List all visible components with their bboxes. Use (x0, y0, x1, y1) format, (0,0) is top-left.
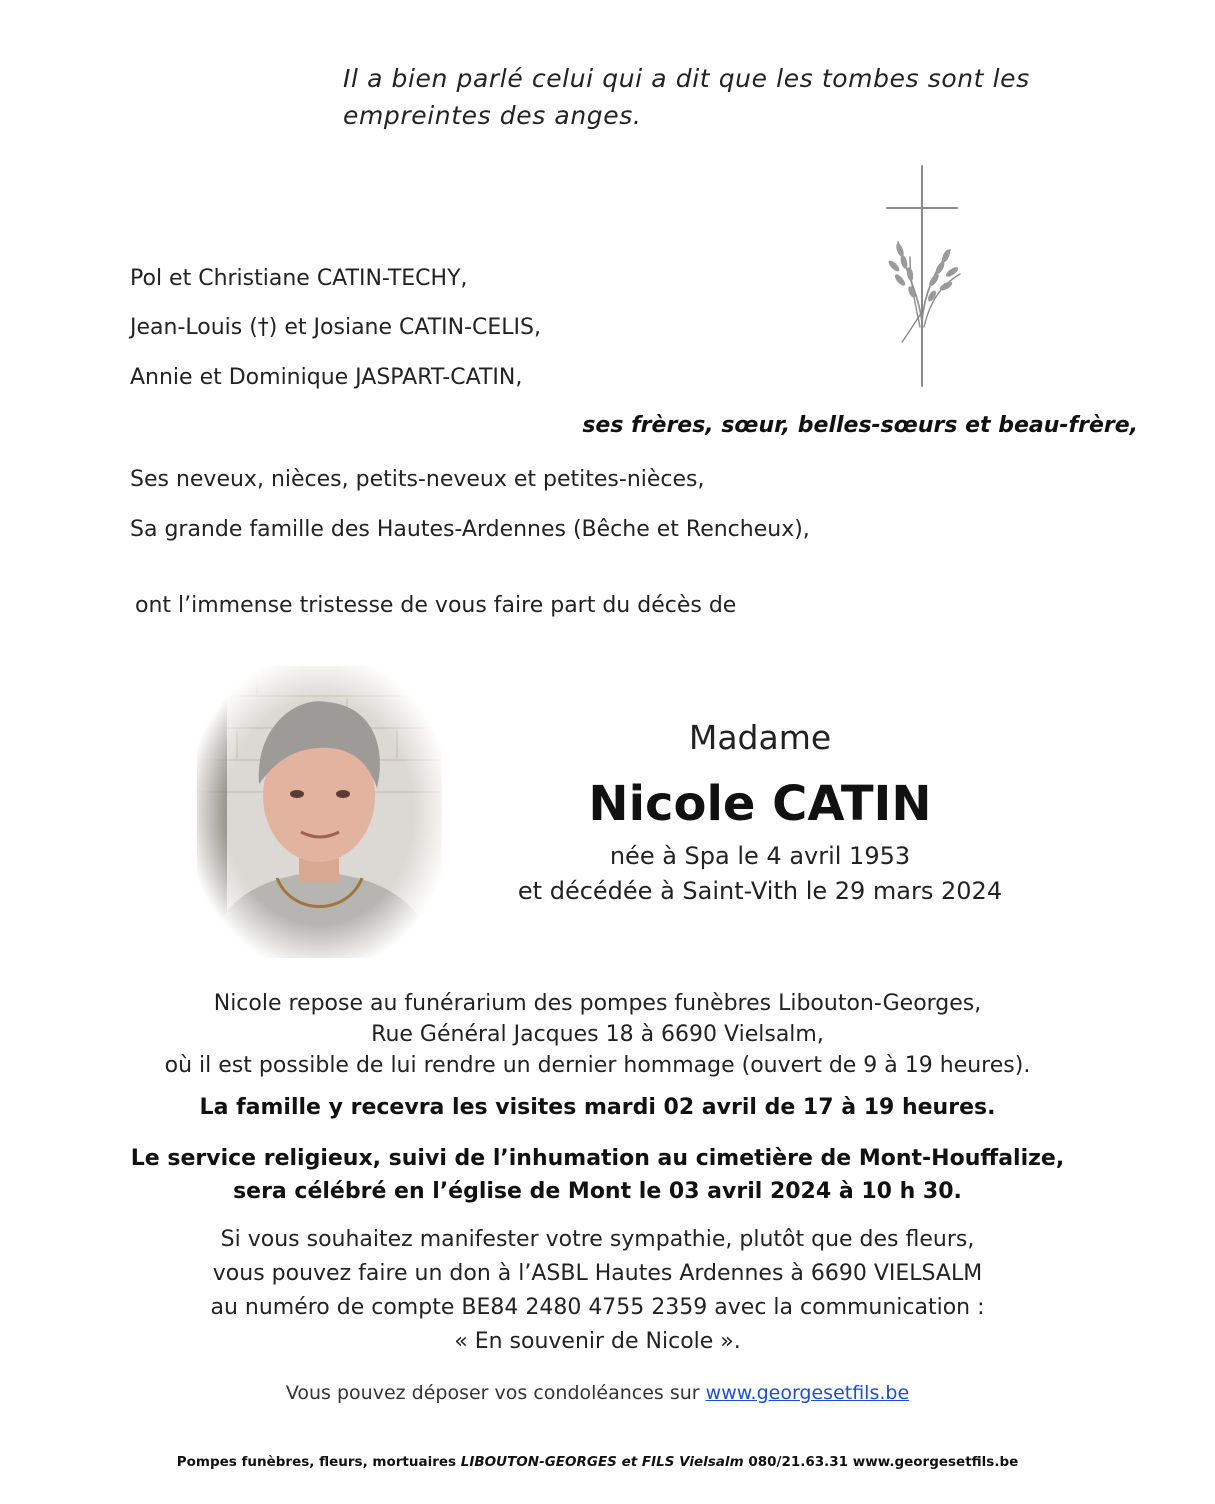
donation-line-1: Si vous souhaitez manifester votre sympathie, plutôt que des fleurs, (220, 1227, 975, 1252)
service-line-1: Le service religieux, suivi de l’inhumation au cimetière de Mont-Houffalize, (130, 1146, 1065, 1171)
deceased-title: Madame (688, 718, 832, 757)
service-info (80, 1142, 1115, 1208)
repose-info (80, 988, 1115, 1081)
cross-wheat-icon (880, 162, 970, 390)
service-line-2: sera célébré en l’église de Mont le 03 avril 2024 à 10 h 30. (233, 1179, 962, 1204)
donation-line-4: « En souvenir de Nicole ». (454, 1329, 741, 1354)
announcement-intro: ont l’immense tristesse de vous faire part du décès de (135, 593, 737, 618)
repose-line-1: Nicole repose au funérarium des pompes funèbres Libouton-Georges, (213, 991, 982, 1016)
family-line-3: Annie et Dominique JASPART-CATIN, (130, 365, 523, 390)
portrait-photo (197, 666, 442, 958)
repose-line-3: où il est possible de lui rendre un dernier hommage (ouvert de 9 à 19 heures). (164, 1053, 1031, 1078)
quote-line-1: Il a bien parlé celui qui a dit que les tombes sont les (343, 64, 1030, 93)
condolences-link[interactable]: www.georgesetfils.be (705, 1382, 910, 1404)
repose-line-2: Rue Général Jacques 18 à 6690 Vielsalm, (371, 1022, 824, 1047)
extended-family-line-2: Sa grande famille des Hautes-Ardennes (Bêche et Rencheux), (130, 517, 810, 542)
epitaph-quote (343, 60, 1123, 134)
donation-line-2: vous pouvez faire un don à l’ASBL Hautes Ardennes à 6690 VIELSALM (212, 1261, 983, 1286)
family-line-1: Pol et Christiane CATIN-TECHY, (130, 266, 468, 291)
footer-company: LIBOUTON-GEORGES et FILS Vielsalm (460, 1454, 744, 1470)
quote-line-2: empreintes des anges. (343, 101, 642, 130)
family-relation: ses frères, sœur, belles-sœurs et beau-frère, (582, 413, 1138, 438)
condolences-line (80, 1382, 1115, 1404)
footer-text-1: Pompes funèbres, fleurs, mortuaires (176, 1454, 461, 1470)
donation-line-3: au numéro de compte BE84 2480 4755 2359 avec la communication : (210, 1295, 985, 1320)
birth-info: née à Spa le 4 avril 1953 (609, 842, 911, 870)
condolences-text: Vous pouvez déposer vos condoléances sur (285, 1382, 706, 1404)
extended-family-line-1: Ses neveux, nièces, petits-neveux et petites-nièces, (130, 467, 705, 492)
donation-info (80, 1223, 1115, 1359)
footer (80, 1454, 1115, 1470)
family-line-2: Jean-Louis (†) et Josiane CATIN-CELIS, (130, 315, 542, 340)
deceased-dates (470, 839, 1050, 909)
death-info: et décédée à Saint-Vith le 29 mars 2024 (517, 877, 1003, 905)
visits-info: La famille y recevra les visites mardi 02 avril de 17 à 19 heures. (199, 1095, 996, 1120)
footer-text-2: 080/21.63.31 www.georgesetfils.be (743, 1454, 1019, 1470)
deceased-name: Nicole CATIN (588, 776, 932, 832)
